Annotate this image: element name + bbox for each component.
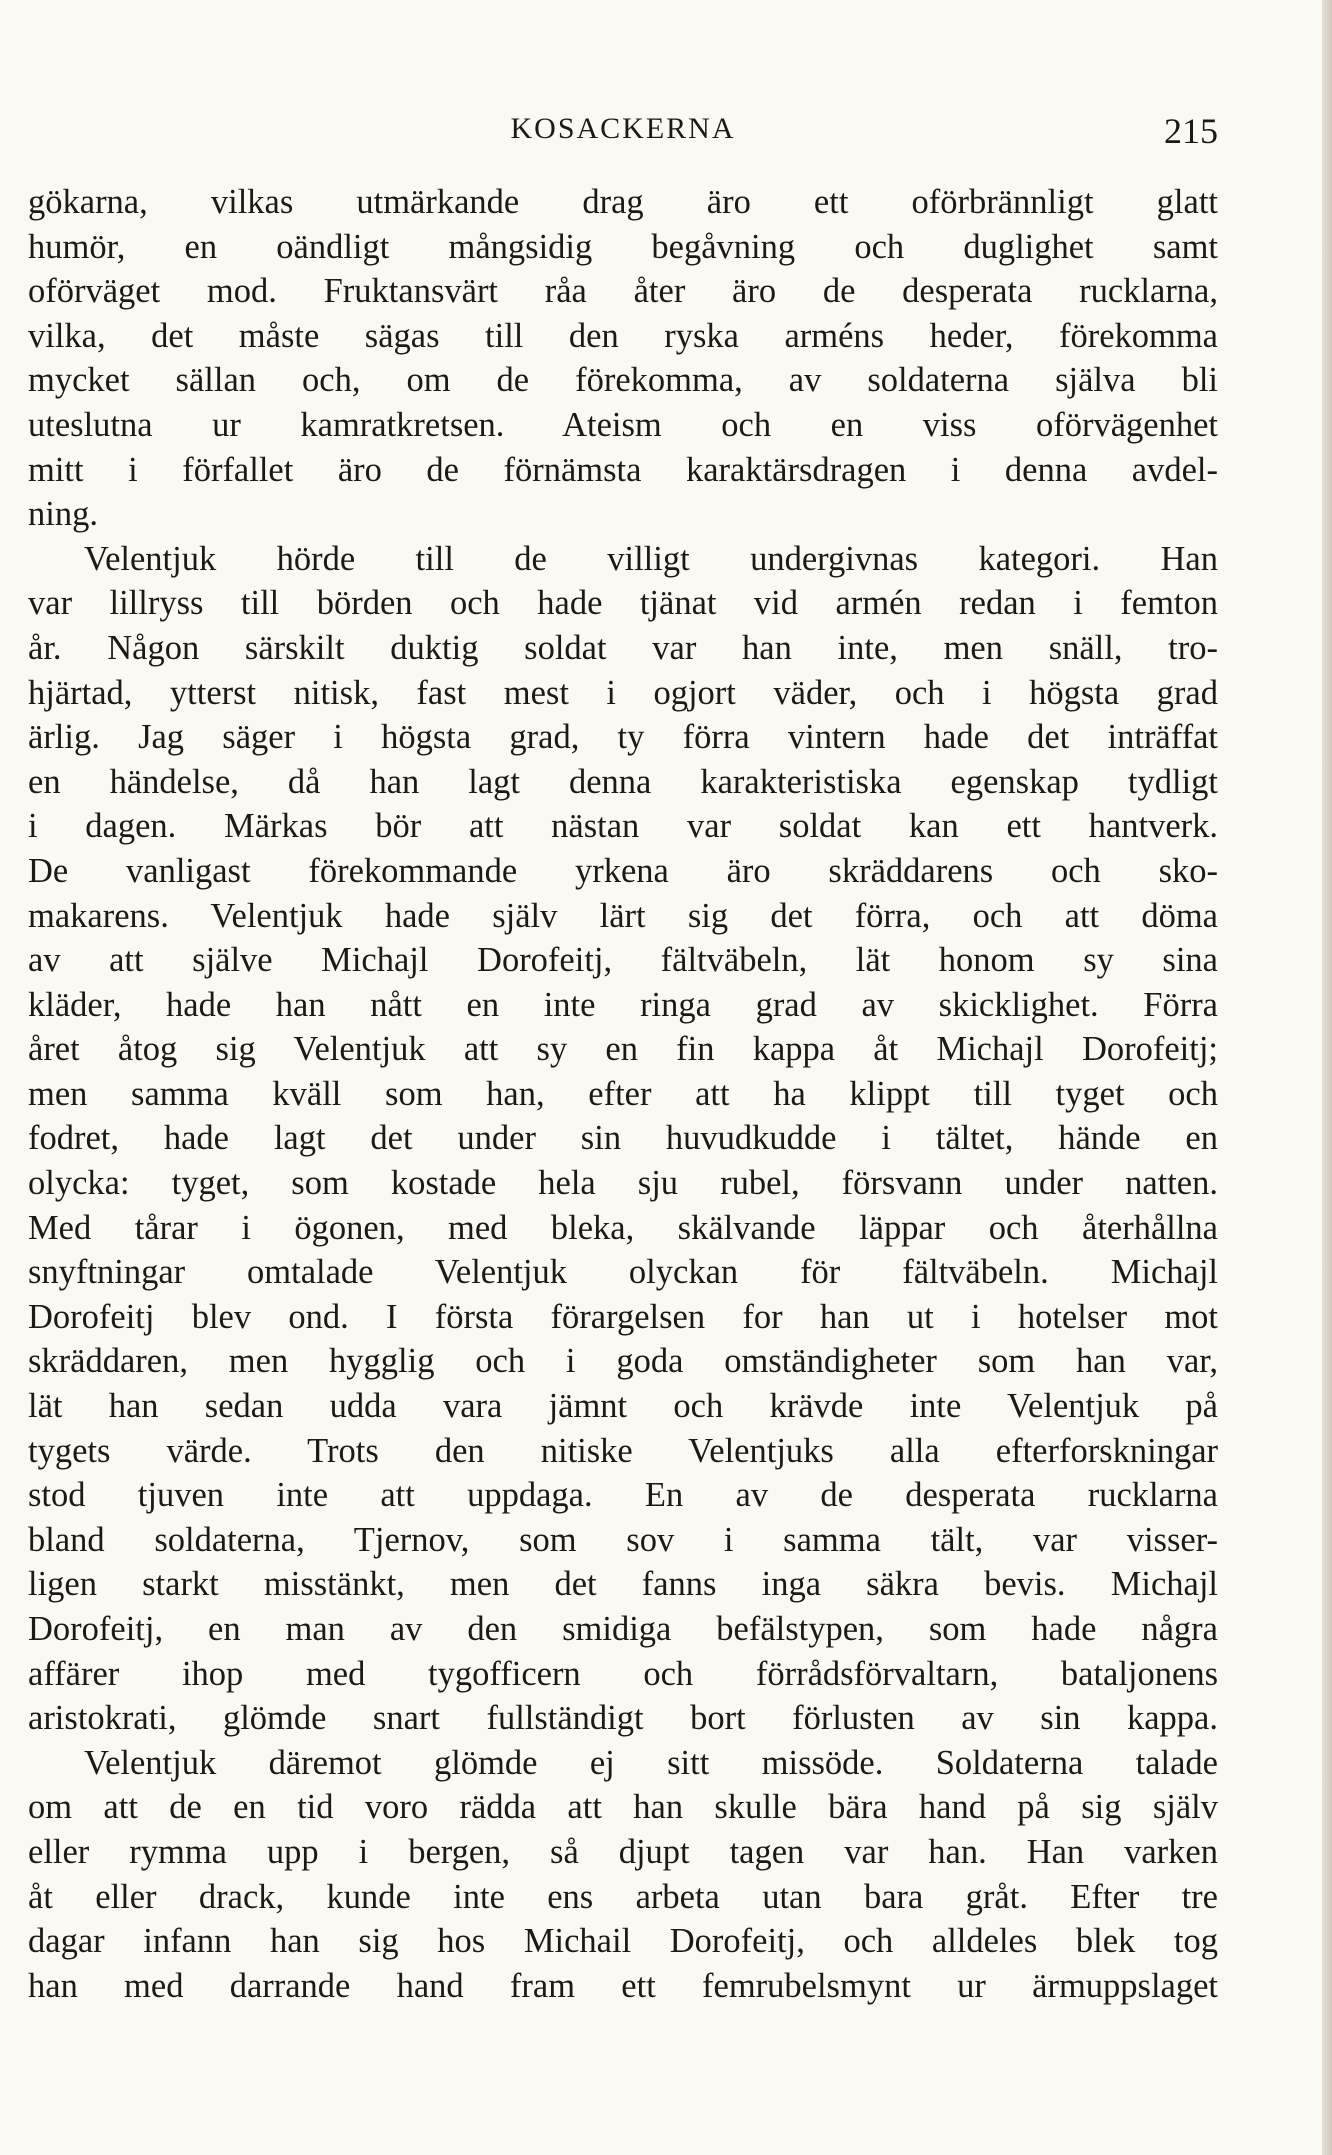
text-line: i dagen. Märkas bör att nästan var soldat kan ett hantverk. bbox=[28, 807, 1218, 846]
text-line: oförväget mod. Fruktansvärt råa åter äro de desperata rucklarna, bbox=[28, 272, 1218, 311]
text-line: mycket sällan och, om de förekomma, av soldaterna själva bli bbox=[28, 361, 1218, 400]
text-line: av att själve Michajl Dorofeitj, fältväbeln, lät honom sy sina bbox=[28, 941, 1218, 980]
text-line: stod tjuven inte att uppdaga. En av de desperata rucklarna bbox=[28, 1476, 1218, 1515]
text-line: De vanligast förekommande yrkena äro skräddarens och sko- bbox=[28, 851, 1218, 890]
text-line: ligen starkt misstänkt, men det fanns inga säkra bevis. Michajl bbox=[28, 1565, 1218, 1604]
text-line: snyftningar omtalade Velentjuk olyckan för fältväbeln. Michajl bbox=[28, 1253, 1218, 1292]
text-line: kläder, hade han nått en inte ringa grad av skicklighet. Förra bbox=[28, 985, 1218, 1024]
page-number: 215 bbox=[1164, 111, 1218, 151]
running-title: KOSACKERNA bbox=[510, 112, 736, 145]
text-line: Med tårar i ögonen, med bleka, skälvande läppar och återhållna bbox=[28, 1208, 1218, 1247]
text-line: lät han sedan udda vara jämnt och krävde inte Velentjuk på bbox=[28, 1387, 1218, 1426]
text-line: hjärtad, ytterst nitisk, fast mest i ogjort väder, och i högsta grad bbox=[28, 673, 1218, 712]
text-line: olycka: tyget, som kostade hela sju rubel, försvann under natten. bbox=[28, 1164, 1218, 1203]
text-line: ärlig. Jag säger i högsta grad, ty förra vintern hade det inträffat bbox=[28, 718, 1218, 757]
text-line: år. Någon särskilt duktig soldat var han inte, men snäll, tro- bbox=[28, 628, 1218, 667]
text-line: skräddaren, men hygglig och i goda omständigheter som han var, bbox=[28, 1342, 1218, 1381]
text-line: Dorofeitj, en man av den smidiga befälstypen, som hade några bbox=[28, 1610, 1218, 1648]
text-line: åt eller drack, kunde inte ens arbeta utan bara gråt. Efter tre bbox=[28, 1877, 1218, 1916]
text-line: vilka, det måste sägas till den ryska arméns heder, förekomma bbox=[28, 316, 1218, 355]
text-line: bland soldaterna, Tjernov, som sov i samma tält, var visser- bbox=[28, 1520, 1218, 1559]
text-line: mitt i förfallet äro de förnämsta karaktärsdragen i denna avdel- bbox=[28, 450, 1218, 489]
text-line: gökarna, vilkas utmärkande drag äro ett oförbrännligt glatt bbox=[28, 183, 1218, 221]
text-line: en händelse, då han lagt denna karakteristiska egenskap tydligt bbox=[28, 762, 1218, 801]
text-line: fodret, hade lagt det under sin huvudkudde i tältet, hände en bbox=[28, 1119, 1218, 1158]
page-edge bbox=[1322, 0, 1332, 2155]
text-line: ning. bbox=[28, 495, 98, 534]
text-line: humör, en oändligt mångsidig begåvning och duglighet samt bbox=[28, 227, 1218, 266]
text-line: Velentjuk hörde till de villigt undergivnas kategori. Han bbox=[84, 539, 1218, 578]
text-line: tygets värde. Trots den nitiske Velentjuks alla efterforskningar bbox=[28, 1431, 1218, 1470]
text-line: dagar infann han sig hos Michail Dorofeitj, och alldeles blek tog bbox=[28, 1922, 1218, 1961]
text-line: om att de en tid voro rädda att han skulle bära hand på sig själv bbox=[28, 1788, 1218, 1827]
text-line: Velentjuk däremot glömde ej sitt missöde. Soldaterna talade bbox=[84, 1743, 1218, 1782]
text-line: affärer ihop med tygofficern och förrådsförvaltarn, bataljonens bbox=[28, 1654, 1218, 1693]
text-line: men samma kväll som han, efter att ha klippt till tyget och bbox=[28, 1074, 1218, 1113]
text-line: året åtog sig Velentjuk att sy en fin kappa åt Michajl Dorofeitj; bbox=[28, 1030, 1218, 1069]
text-line: uteslutna ur kamratkretsen. Ateism och en viss oförvägenhet bbox=[28, 405, 1218, 444]
text-line: var lillryss till börden och hade tjänat vid armén redan i femton bbox=[28, 584, 1218, 623]
text-line: makarens. Velentjuk hade själv lärt sig det förra, och att döma bbox=[28, 896, 1218, 935]
text-line: aristokrati, glömde snart fullständigt bort förlusten av sin kappa. bbox=[28, 1699, 1218, 1738]
text-line: Dorofeitj blev ond. I första förargelsen for han ut i hotelser mot bbox=[28, 1297, 1218, 1336]
body-text bbox=[28, 180, 1218, 2008]
page-header bbox=[28, 112, 1218, 162]
text-line: eller rymma upp i bergen, så djupt tagen var han. Han varken bbox=[28, 1832, 1218, 1871]
text-line: han med darrande hand fram ett femrubelsmynt ur ärmuppslaget bbox=[28, 1966, 1218, 2005]
